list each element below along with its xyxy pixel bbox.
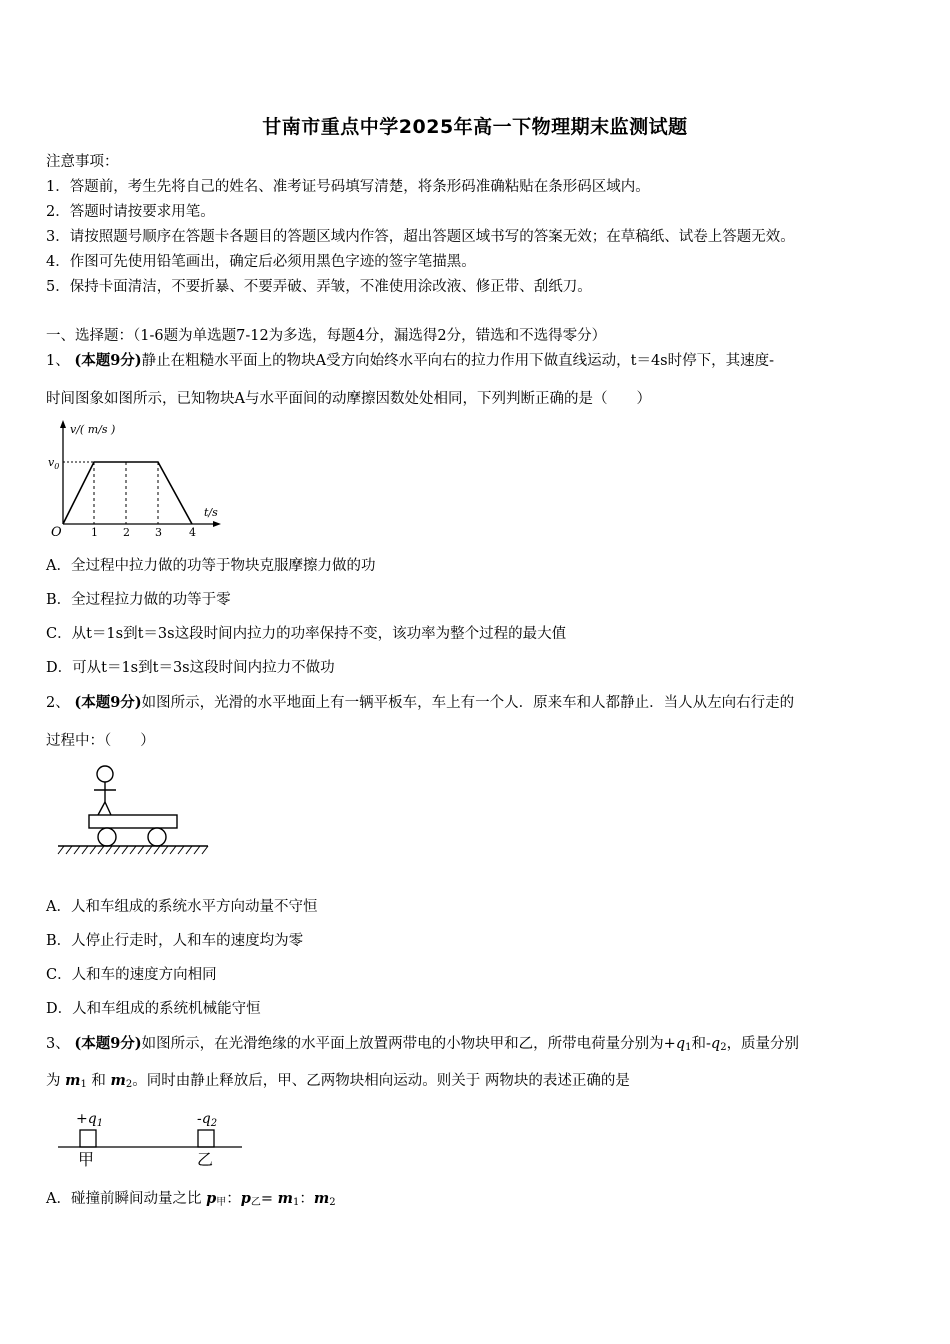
q2-text-1: 如图所示，光滑的水平地面上有一辆平板车，车上有一个人．原来车和人都静止．当人从左向右行走的 xyxy=(141,695,795,711)
section-heading: 一、选择题：（1-6题为单选题7-12为多选，每题4分，漏选得2分，错选和不选得零分） xyxy=(46,328,607,344)
q2-tag: (本题9分) xyxy=(74,694,142,711)
cart-left-wheel xyxy=(98,828,116,846)
q1-number: 1、 xyxy=(46,353,70,369)
charge-label-right: $-q_2$ xyxy=(197,1111,218,1129)
q1-line1 xyxy=(46,351,774,371)
tick-label-2: 2 xyxy=(123,526,130,539)
q1-tag: (本题9分) xyxy=(74,352,142,369)
person-right-leg xyxy=(105,802,111,815)
q3-number: 3、 xyxy=(46,1036,70,1052)
q3-line2: 为 $m_1$ 和 $m_2$。同时由静止释放后，甲、乙两物块相向运动。则关于 两物块的表述正确的是 xyxy=(46,1072,630,1090)
q3-option-a: A．碰撞前瞬间动量之比 $p_甲$：$p_乙= m_1$：$m_2$ xyxy=(46,1190,336,1208)
note-item-2: 2．答题时请按要求用笔。 xyxy=(46,204,215,220)
tick-label-4: 4 xyxy=(189,526,196,539)
t-axis-arrow xyxy=(213,521,221,527)
note-item-1: 1．答题前，考生先将自己的姓名、准考证号码填写清楚，将条形码准确粘贴在条形码区域内。 xyxy=(46,179,650,195)
q3-line1: 3、 (本题9分)如图所示，在光滑绝缘的水平面上放置两带电的小物块甲和乙，所带电荷量分别为$+q_1$和$-q_2$，质量分别 xyxy=(46,1035,800,1053)
tick-label-1: 1 xyxy=(91,526,98,539)
q1-option-d: D．可从t＝1s到t＝3s这段时间内拉力不做功 xyxy=(46,660,335,676)
v-axis-label: v/( m/s ) xyxy=(70,423,116,436)
cart-person-figure xyxy=(56,762,212,858)
charged-blocks-figure xyxy=(54,1105,244,1171)
q2-line2: 过程中：（ ） xyxy=(46,733,155,749)
q1-line2: 时间图象如图所示，已知物块A与水平面间的动摩擦因数处处相同，下列判断正确的是（ ） xyxy=(46,391,651,407)
v-axis-arrow xyxy=(60,420,66,428)
t-axis-label: t/s xyxy=(204,506,218,519)
velocity-time-graph xyxy=(46,418,231,543)
block-name-jia: 甲 xyxy=(78,1150,95,1169)
ground-hatching xyxy=(58,846,208,854)
person-left-leg xyxy=(98,802,105,815)
page-title: 甘南市重点中学2025年高一下物理期末监测试题 xyxy=(262,116,688,138)
tick-label-3: 3 xyxy=(155,526,162,539)
person-head xyxy=(97,766,113,782)
q2-option-c: C．人和车的速度方向相同 xyxy=(46,967,217,983)
q3-tag: (本题9分) xyxy=(74,1035,142,1052)
origin-label: O xyxy=(51,525,62,540)
cart-deck xyxy=(89,815,177,828)
note-item-5: 5．保持卡面清洁，不要折暴、不要弄破、弄皱，不准使用涂改液、修正带、刮纸刀。 xyxy=(46,279,592,295)
charge-label-left: $+q_1$ xyxy=(76,1111,104,1129)
v0-label: $v_0$ xyxy=(48,456,60,471)
q2-option-b: B．人停止行走时，人和车的速度均为零 xyxy=(46,933,304,949)
q2-number: 2、 xyxy=(46,695,70,711)
q1-text-1: 静止在粗糙水平面上的物块A受方向始终水平向右的拉力作用下做直线运动，t＝4s时停下，其速度- xyxy=(141,353,775,369)
velocity-curve xyxy=(63,462,192,524)
q1-option-c: C．从t＝1s到t＝3s这段时间内拉力的功率保持不变，该功率为整个过程的最大值 xyxy=(46,626,567,642)
q2-option-a: A．人和车组成的系统水平方向动量不守恒 xyxy=(46,899,318,915)
notes-heading: 注意事项： xyxy=(46,154,119,170)
q2-line1 xyxy=(46,693,794,713)
q2-option-d: D．人和车组成的系统机械能守恒 xyxy=(46,1001,261,1017)
q1-option-a: A．全过程中拉力做的功等于物块克服摩擦力做的功 xyxy=(46,558,376,574)
cart-right-wheel xyxy=(148,828,166,846)
block-name-yi: 乙 xyxy=(197,1150,214,1169)
note-item-3: 3．请按照题号顺序在答题卡各题目的答题区域内作答，超出答题区域书写的答案无效；在草稿纸、试卷上答题无效。 xyxy=(46,229,795,245)
note-item-4: 4．作图可先使用铅笔画出，确定后必须用黑色字迹的签字笔描黑。 xyxy=(46,254,476,270)
q1-option-b: B．全过程拉力做的功等于零 xyxy=(46,592,231,608)
block-jia xyxy=(80,1130,96,1147)
block-yi xyxy=(198,1130,214,1147)
